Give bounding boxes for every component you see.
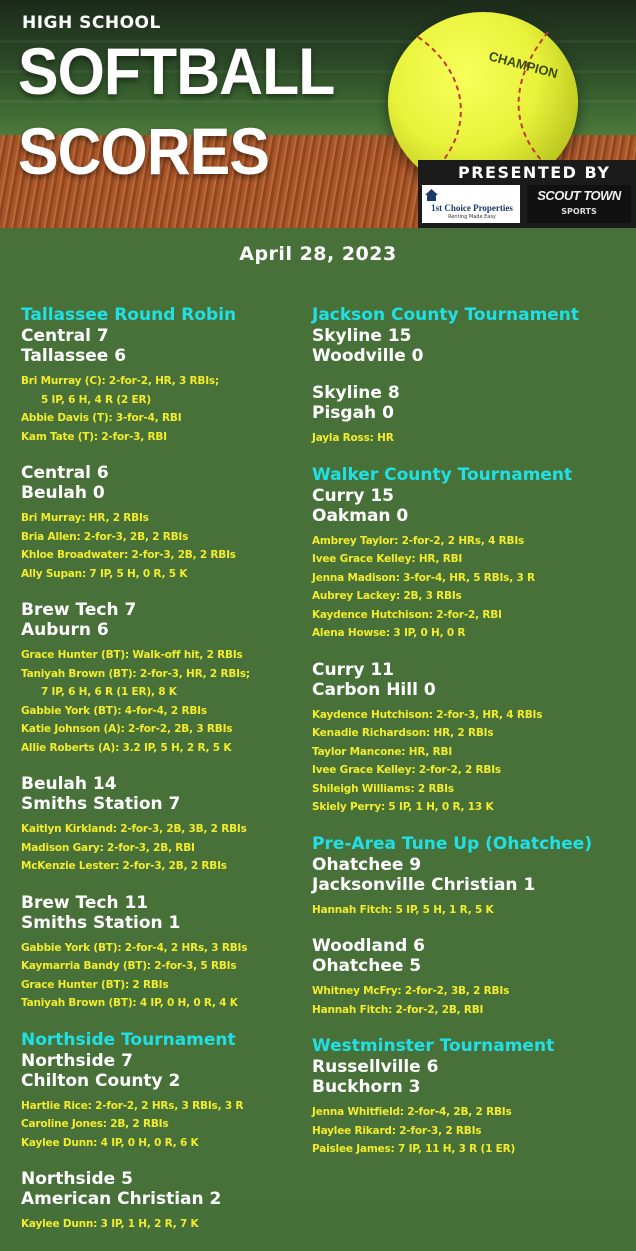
stat-lines: [312, 429, 632, 448]
stat-line: Ivee Grace Kelley: 2-for-2, 2 RBIs: [312, 764, 501, 776]
team-score: Smiths Station 7: [21, 794, 181, 814]
stat-line: Ally Supan: 7 IP, 5 H, 0 R, 5 K: [21, 567, 188, 580]
team-score: Curry 11: [312, 659, 395, 680]
team-score: Central 6: [21, 463, 109, 483]
team-score: Beulah 0: [21, 483, 105, 503]
header-small-title: HIGH SCHOOL: [22, 13, 161, 33]
header-title-line2: SCORES: [18, 114, 269, 188]
game-block: [21, 1169, 301, 1234]
stat-line: Ivee Grace Kelley: HR, RBI: [312, 553, 463, 565]
stat-line: Paislee James: 7 IP, 11 H, 3 R (1 ER): [312, 1143, 516, 1155]
stat-lines: [312, 901, 632, 920]
game-block: [21, 774, 301, 876]
stat-line: Katie Johnson (A): 2-for-2, 2B, 3 RBIs: [21, 723, 233, 735]
stat-line: Allie Roberts (A): 3.2 IP, 5 H, 2 R, 5 K: [21, 741, 232, 754]
left-column: [21, 305, 301, 1251]
stat-lines: [21, 646, 301, 757]
team-score: Northside 7: [21, 1050, 133, 1071]
team-score: Ohatchee 5: [312, 956, 422, 976]
stat-line: Shileigh Williams: 2 RBIs: [312, 782, 454, 795]
sponsor1-tagline: Renting Made Easy: [448, 214, 496, 220]
stat-line: Bri Murray (C): 2-for-2, HR, 3 RBIs;: [21, 375, 219, 387]
stat-line: Bria Allen: 2-for-3, 2B, 2 RBIs: [21, 530, 189, 543]
game-block: [21, 1030, 301, 1153]
stat-line: 7 IP, 6 H, 6 R (1 ER), 8 K: [41, 686, 177, 698]
team-score: Chilton County 2: [21, 1070, 181, 1091]
stat-line: Abbie Davis (T): 3-for-4, RBI: [21, 412, 182, 424]
stat-line: Gabbie York (BT): 4-for-4, 2 RBIs: [21, 704, 207, 717]
team-score: Auburn 6: [21, 620, 109, 640]
sponsor-logo-scout-town: [527, 185, 631, 223]
header-title-line1: SOFTBALL: [18, 34, 335, 108]
stat-line: Taniyah Brown (BT): 4 IP, 0 H, 0 R, 4 K: [21, 997, 238, 1009]
stat-lines: [21, 820, 301, 876]
team-score: Buckhorn 3: [312, 1077, 421, 1097]
sponsor2-sub: SPORTS: [561, 207, 597, 216]
stat-line: Alena Howse: 3 IP, 0 H, 0 R: [312, 627, 466, 639]
stat-lines: [21, 939, 301, 1013]
tournament-title: Pre-Area Tune Up (Ohatchee): [312, 833, 593, 854]
tournament-title: Westminster Tournament: [312, 1036, 555, 1056]
game-block: [312, 660, 632, 817]
sponsor1-name: 1st Choice Properties: [431, 203, 513, 213]
stat-line: Taniyah Brown (BT): 2-for-3, HR, 2 RBIs;: [21, 667, 250, 680]
house-icon: [424, 188, 439, 202]
sponsor-logo-1st-choice: [422, 185, 520, 223]
team-score: Pisgah 0: [312, 403, 394, 423]
stat-line: Grace Hunter (BT): Walk-off hit, 2 RBIs: [21, 649, 243, 661]
stat-line: Kaymarria Bandy (BT): 2-for-3, 5 RBIs: [21, 960, 237, 972]
sponsor2-name: SCOUT TOWN: [537, 188, 621, 203]
game-block: [312, 305, 632, 366]
team-score: Beulah 14: [21, 774, 117, 794]
team-score: Central 7: [21, 326, 109, 346]
team-score: Woodland 6: [312, 936, 425, 956]
team-score: Skyline 15: [312, 326, 412, 346]
game-block: [312, 834, 632, 920]
stat-line: Grace Hunter (BT): 2 RBIs: [21, 978, 169, 991]
stat-line: McKenzie Lester: 2-for-3, 2B, 2 RBIs: [21, 860, 227, 872]
stat-line: Kaydence Hutchison: 2-for-2, RBI: [312, 608, 502, 621]
stat-line: Hartlie Rice: 2-for-2, 2 HRs, 3 RBIs, 3 R: [21, 1099, 244, 1112]
tournament-title: Walker County Tournament: [312, 464, 573, 485]
stat-line: Jenna Madison: 3-for-4, HR, 5 RBIs, 3 R: [312, 571, 535, 584]
game-block: [21, 600, 301, 757]
stat-line: Skiely Perry: 5 IP, 1 H, 0 R, 13 K: [312, 801, 494, 813]
team-score: Woodville 0: [312, 346, 424, 366]
game-block: [312, 1036, 632, 1159]
stat-line: Khloe Broadwater: 2-for-3, 2B, 2 RBIs: [21, 549, 236, 561]
stat-line: Hannah Fitch: 5 IP, 5 H, 1 R, 5 K: [312, 903, 494, 916]
team-score: Curry 15: [312, 485, 395, 506]
team-score: Brew Tech 11: [21, 892, 149, 913]
stat-line: Bri Murray: HR, 2 RBIs: [21, 512, 149, 524]
game-block: [21, 305, 301, 446]
team-score: American Christian 2: [21, 1189, 222, 1209]
team-score: Ohatchee 9: [312, 854, 422, 875]
right-column: [312, 305, 632, 1176]
presented-by-label: PRESENTED BY: [458, 163, 611, 182]
stat-lines: [21, 372, 301, 446]
team-score: Tallassee 6: [21, 346, 127, 366]
stat-line: Haylee Rikard: 2-for-3, 2 RBIs: [312, 1124, 482, 1137]
team-score: Russellville 6: [312, 1057, 439, 1077]
stat-line: Gabbie York (BT): 2-for-4, 2 HRs, 3 RBIs: [21, 941, 248, 954]
ball-brand-text: CHAMPION: [487, 48, 560, 82]
stat-line: Kenadie Richardson: HR, 2 RBIs: [312, 727, 494, 739]
stat-line: Aubrey Lackey: 2B, 3 RBIs: [312, 590, 462, 602]
tournament-title: Tallassee Round Robin: [21, 305, 237, 325]
game-block: [21, 893, 301, 1013]
stat-lines: [312, 706, 632, 817]
stat-line: Hannah Fitch: 2-for-2, 2B, RBI: [312, 1003, 484, 1016]
team-score: Brew Tech 7: [21, 600, 137, 620]
team-score: Skyline 8: [312, 383, 400, 403]
team-score: Northside 5: [21, 1169, 133, 1189]
stat-line: Madison Gary: 2-for-3, 2B, RBI: [21, 841, 195, 854]
stat-line: Kaitlyn Kirkland: 2-for-3, 2B, 3B, 2 RBIs: [21, 823, 247, 835]
header-banner: [0, 0, 636, 228]
stat-lines: [21, 509, 301, 583]
stat-lines: [21, 1097, 301, 1153]
stat-lines: [312, 982, 632, 1019]
tournament-title: Northside Tournament: [21, 1029, 236, 1050]
stat-line: Jenna Whitfield: 2-for-4, 2B, 2 RBIs: [312, 1106, 512, 1118]
stat-line: Taylor Mancone: HR, RBI: [312, 745, 453, 758]
game-block: [312, 465, 632, 643]
stat-lines: [21, 1215, 301, 1234]
stat-line: Kaylee Dunn: 3 IP, 1 H, 2 R, 7 K: [21, 1218, 199, 1230]
stat-line: Kaydence Hutchison: 2-for-3, HR, 4 RBIs: [312, 708, 543, 721]
stat-line: Kaylee Dunn: 4 IP, 0 H, 0 R, 6 K: [21, 1136, 199, 1149]
stat-lines: [312, 1103, 632, 1159]
game-block: [312, 936, 632, 1019]
scores-date: April 28, 2023: [239, 243, 397, 265]
stat-line: Caroline Jones: 2B, 2 RBIs: [21, 1118, 169, 1130]
game-block: [312, 383, 632, 448]
stat-line: Ambrey Taylor: 2-for-2, 2 HRs, 4 RBIs: [312, 534, 525, 547]
stat-lines: [312, 532, 632, 643]
stat-line: 5 IP, 6 H, 4 R (2 ER): [41, 393, 151, 406]
tournament-title: Jackson County Tournament: [312, 305, 580, 325]
team-score: Smiths Station 1: [21, 912, 181, 933]
team-score: Carbon Hill 0: [312, 679, 436, 700]
team-score: Oakman 0: [312, 505, 409, 526]
stat-line: Whitney McFry: 2-for-2, 3B, 2 RBIs: [312, 985, 510, 997]
game-block: [21, 463, 301, 583]
stat-line: Jayla Ross: HR: [312, 432, 394, 444]
team-score: Jacksonville Christian 1: [312, 874, 536, 895]
stat-line: Kam Tate (T): 2-for-3, RBI: [21, 430, 167, 443]
